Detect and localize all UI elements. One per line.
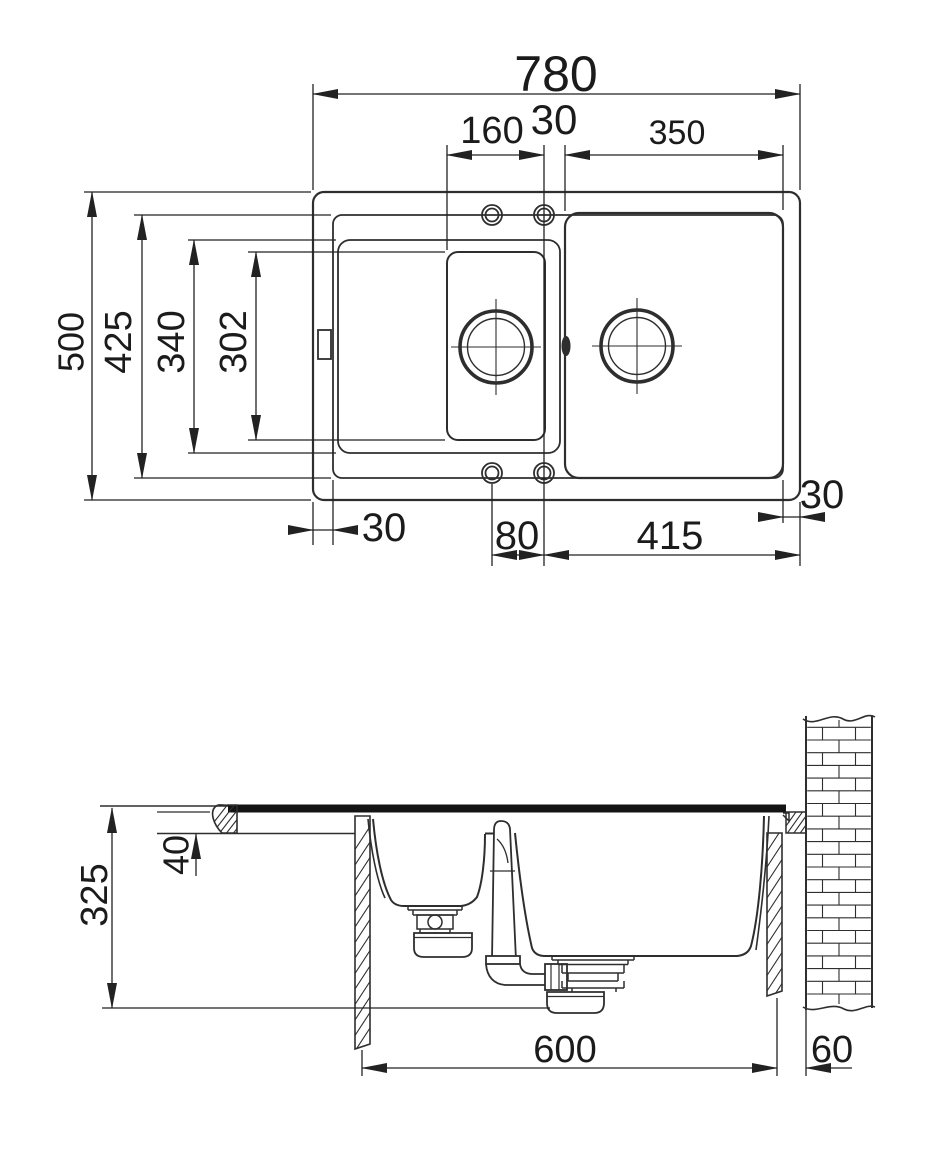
cabinet-panel-right <box>767 829 782 1007</box>
countertop <box>100 805 786 834</box>
countertop-upstand <box>786 798 806 862</box>
section-view <box>74 716 875 1076</box>
cabinet-panel-left <box>355 816 370 1051</box>
dim-label-overall-height: 325 <box>74 863 116 927</box>
dim-label-base-cabinet-width: 600 <box>533 1029 597 1071</box>
sink-inner-rim <box>333 215 783 478</box>
dim-label-drainer-depth: 340 <box>151 310 193 374</box>
dim-label-overall-width: 780 <box>514 46 598 102</box>
dim-label-small-bowl-width: 160 <box>460 110 524 152</box>
dim-label-wall-clearance: 60 <box>810 1029 854 1071</box>
dim-label-tap-hole-to-right-edge: 415 <box>636 514 704 558</box>
tap-holes <box>482 205 554 483</box>
top-view <box>51 46 845 566</box>
dim-label-tap-hole-pitch: 80 <box>494 514 540 558</box>
dim-label-large-bowl-width: 350 <box>648 114 706 152</box>
dim-label-divider-width: 30 <box>530 96 578 143</box>
trap-large <box>547 992 604 1013</box>
drain-large-bowl <box>592 298 682 394</box>
dim-label-left-rim: 30 <box>361 506 407 550</box>
strainer-small <box>408 906 462 933</box>
sink-body-outline <box>313 192 800 500</box>
bowl-small-section <box>368 819 494 906</box>
bowl-large-section <box>515 813 789 956</box>
dim-label-inner-rim-depth: 425 <box>98 310 140 374</box>
dimensions-section-view <box>74 808 853 1076</box>
brick-wall <box>803 716 875 1011</box>
dim-label-small-bowl-depth: 302 <box>213 310 255 374</box>
drain-small-bowl <box>451 299 541 395</box>
countertop-bar <box>228 805 786 813</box>
divider-overflow-section <box>486 821 567 990</box>
trap-small <box>414 933 472 957</box>
dim-label-rim-drop: 40 <box>155 834 197 876</box>
divider-notch <box>562 336 571 356</box>
dim-label-right-rim: 30 <box>799 473 845 517</box>
dim-label-overall-depth: 500 <box>50 311 92 373</box>
overflow-slot <box>318 330 331 359</box>
sink-rim-left-edge <box>211 790 239 862</box>
